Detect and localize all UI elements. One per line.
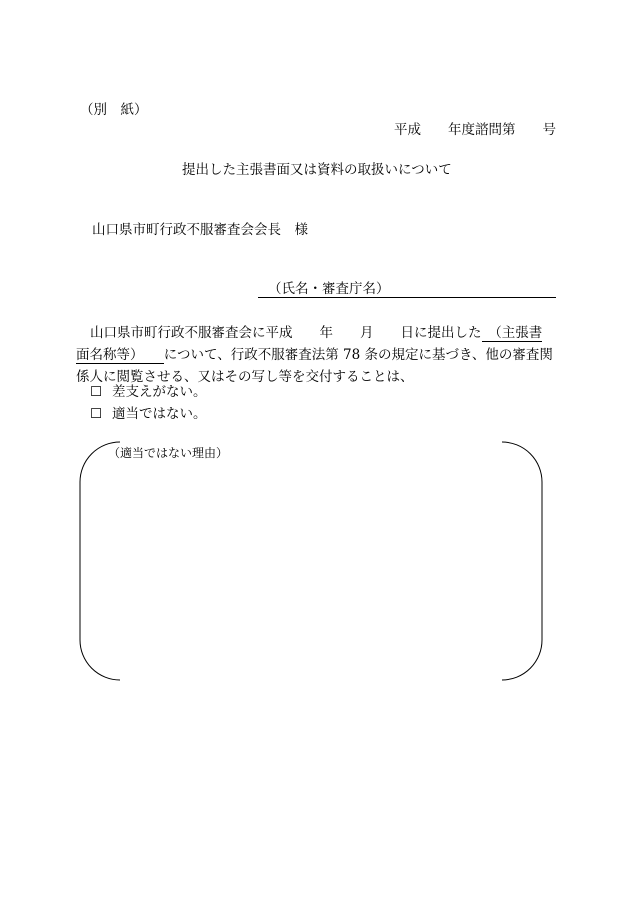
reason-label: （適当ではない理由） xyxy=(108,446,229,460)
option-not-appropriate[interactable] xyxy=(90,408,207,422)
checkbox-icon[interactable]: ☐ xyxy=(90,384,103,400)
signatory-line xyxy=(258,283,556,298)
document-title: 提出した主張書面又は資料の取扱いについて xyxy=(182,162,452,178)
addressee: 山口県市町行政不服審査会会長 様 xyxy=(92,222,308,238)
attachment-label: （別 紙） xyxy=(80,102,148,118)
right-bracket xyxy=(502,442,542,680)
paragraph-line-1 xyxy=(76,322,562,344)
paragraph-line-2-text: について、行政不服審査法第 78 条の規定に基づき、他の審査関 xyxy=(163,347,553,363)
reason-bracket-frame xyxy=(78,440,544,684)
signatory-label: （氏名・審査庁名） xyxy=(268,281,390,297)
paragraph-line-1-text: 山口県市町行政不服審査会に平成 年 月 日に提出した xyxy=(90,325,482,341)
paragraph-line-2 xyxy=(76,344,562,366)
paragraph-line-3: 係人に閲覧させる、又はその写し等を交付することは、 xyxy=(76,369,414,385)
body-paragraph xyxy=(76,322,562,388)
left-bracket xyxy=(80,442,120,680)
option-label: 適当ではない。 xyxy=(112,406,207,422)
document-name-blank-part2: 面名称等） xyxy=(76,347,164,363)
reference-number: 平成 年度諮問第 号 xyxy=(394,122,556,138)
option-no-objection[interactable] xyxy=(90,386,207,400)
checkbox-icon[interactable]: ☐ xyxy=(90,406,103,422)
document-name-blank-part1: （主張書 xyxy=(481,325,543,341)
option-label: 差支えがない。 xyxy=(112,384,207,400)
